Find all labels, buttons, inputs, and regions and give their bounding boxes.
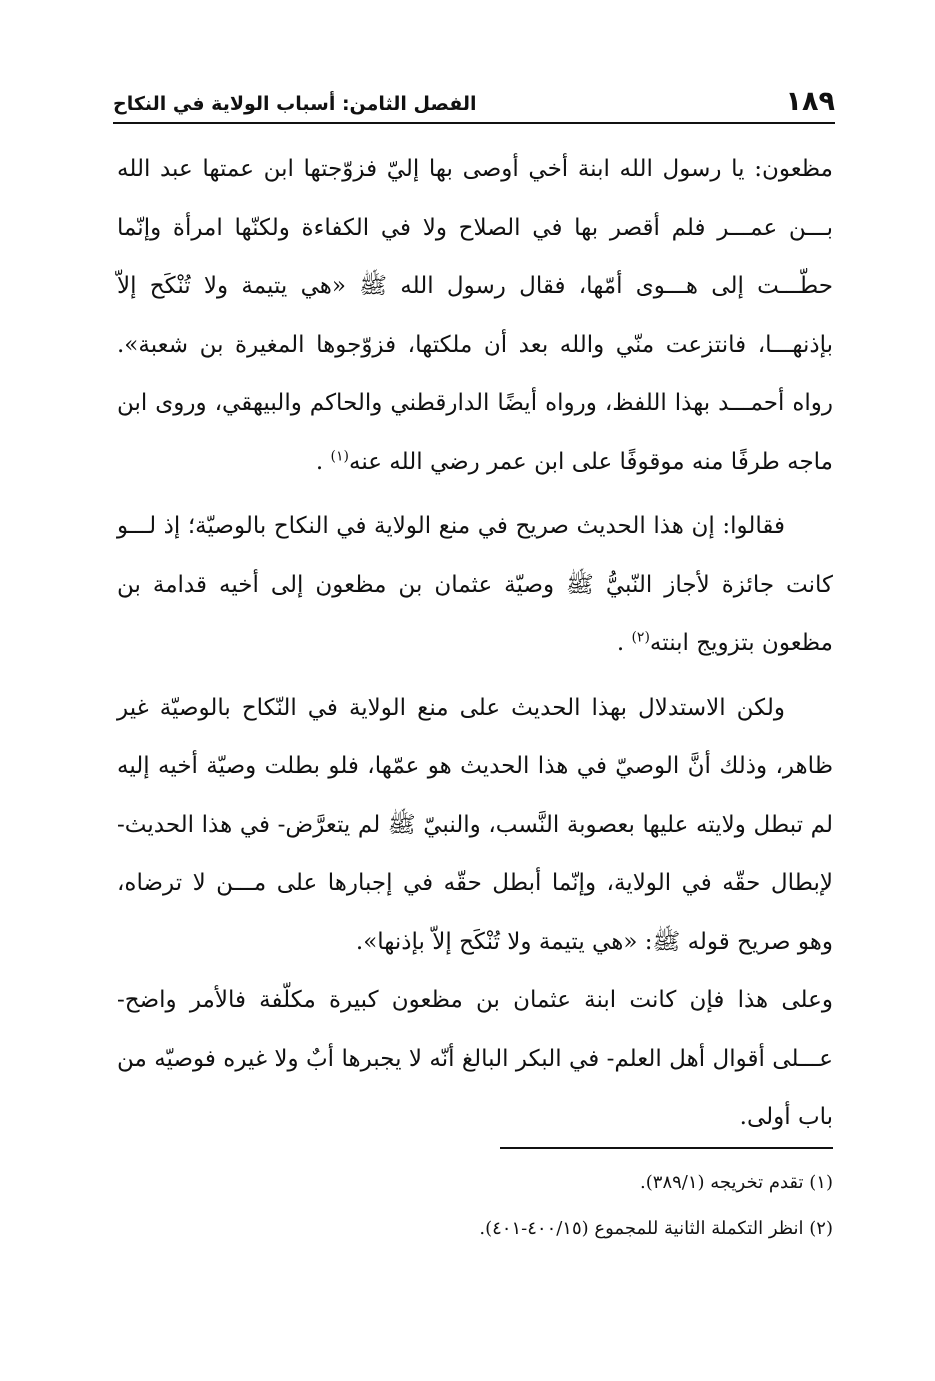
footnote-marker: (٢) bbox=[631, 629, 650, 646]
paragraph-text: مظعون: يا رسول الله ابنة أخي أوصى بها إليّ فزوّجتها ابن عمتها عبد الله بـــن عمـــر فلم أقصر بها في الصلاح ولا في الكفاءة ولكنّها امرأة وإنّما حطّـــت إلى هـــوى أمّها، فقال رسول الله ﷺ «هي يتيمة ولا تُنْكَح إلاّ بإذنهـــا، فانتزعت منّي والله بعد أن ملكتها، فزوّجوها المغيرة بن شعبة». رواه أحمـــد بهذا اللفظ، ورواه أيضًا الدارقطني والحاكم والبيهقي، وروى ابن ماجه طرفًا منه موقوفًا على ابن عمر رضي الله عنه bbox=[117, 156, 833, 475]
paragraph-rebuttal bbox=[117, 679, 833, 972]
footnote-2: (٢) انظر التكملة الثانية للمجموع (٤٠٠/١٥-٤٠١). bbox=[479, 1218, 833, 1239]
footnote-separator bbox=[500, 1147, 833, 1149]
chapter-title: الفصل الثامن: أسباب الولاية في النكاح bbox=[113, 93, 477, 115]
paragraph-tail: . bbox=[315, 448, 331, 475]
paragraph-text: فقالوا: إن هذا الحديث صريح في منع الولاية في النكاح بالوصيّة؛ إذ لـــو كانت جائزة لأجاز النّبيُّ ﷺ وصيّة عثمان بن مظعون إلى أخيه قدامة بن مظعون بتزويج ابنته bbox=[117, 513, 833, 656]
paragraph-argument bbox=[117, 497, 833, 673]
page-number: ١٨٩ bbox=[785, 86, 835, 117]
paragraph-conclusion bbox=[117, 971, 833, 1147]
running-header bbox=[113, 82, 835, 124]
paragraph-text: ولكن الاستدلال بهذا الحديث على منع الولاية في النّكاح بالوصيّة غير ظاهر، وذلك أنَّ الوصيّ في هذا الحديث هو عمّها، فلو بطلت وصيّة أخيه إليه لم تبطل ولايته عليها بعصوبة النَّسب، والنبيّ ﷺ لم يتعرَّض- في هذا الحديث- لإبطال حقّه في الولاية، وإنّما أبطل حقّه في إجبارها على مـــن لا ترضاه، وهو صريح قوله ﷺ: «هي يتيمة ولا تُنْكَح إلاّ بإذنها». bbox=[117, 694, 833, 955]
footnote-1: (١) تقدم تخريجه (٣٨٩/١). bbox=[640, 1172, 833, 1193]
paragraph-hadith bbox=[117, 140, 833, 491]
footnote-marker: (١) bbox=[330, 447, 349, 464]
paragraph-text: وعلى هذا فإن كانت ابنة عثمان بن مظعون كبيرة مكلّفة فالأمر واضح- عـــلى أقوال أهل العلم- في البكر البالغ أنّه لا يجبرها أبٌ ولا غيره فوصيّه من باب أولى. bbox=[117, 987, 833, 1130]
body-text bbox=[117, 140, 833, 1130]
footnotes bbox=[300, 1160, 833, 1252]
paragraph-tail: . bbox=[616, 630, 632, 656]
